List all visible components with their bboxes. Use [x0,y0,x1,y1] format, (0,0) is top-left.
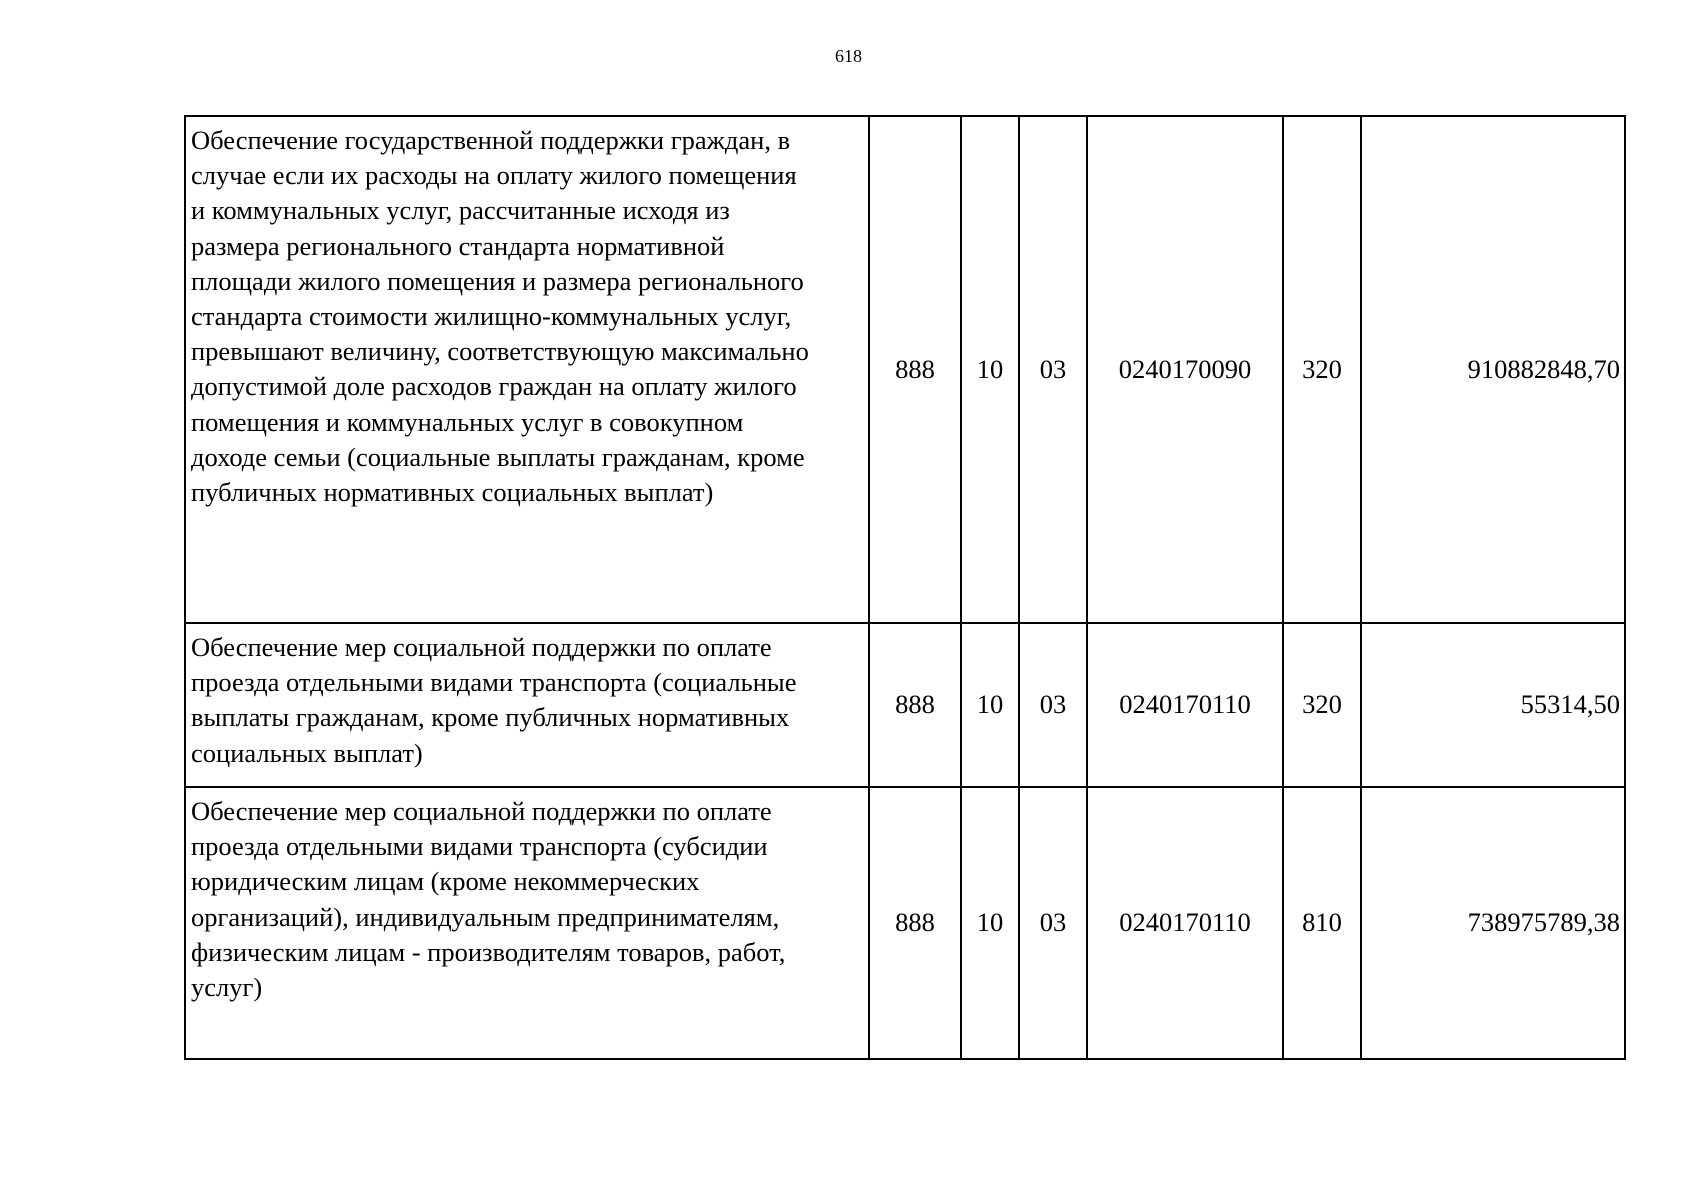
subsection-code: 03 [1019,623,1087,787]
page-number: 618 [835,46,862,66]
description-line: и коммунальных услуг, рассчитанные исходя из [191,195,730,226]
table-row [185,787,1625,1059]
expense-type-code: 810 [1283,787,1361,1059]
table-row [185,116,1625,623]
section-code: 10 [961,116,1019,623]
description-line: стандарта стоимости жилищно-коммунальных услуг, [191,301,792,332]
section-code: 10 [961,787,1019,1059]
description-line: превышают величину, соответствующую максимально [191,336,809,367]
target-article-code: 0240170110 [1087,787,1283,1059]
budget-table [184,115,1626,1060]
description-line: доходе семьи (социальные выплаты гражданам, кроме [191,441,805,472]
description-line: проезда отдельными видами транспорта (социальные [191,667,797,698]
ministry-code: 888 [869,787,961,1059]
target-article-code: 0240170110 [1087,623,1283,787]
amount: 910882848,70 [1361,116,1625,623]
description-line: организаций), индивидуальным предпринимателям, [191,901,780,932]
description-line: Обеспечение мер социальной поддержки по оплате [191,796,772,826]
description-line: услуг) [191,972,263,1003]
description-line: юридическим лицам (кроме некоммерческих [191,866,700,897]
description-line: Обеспечение мер социальной поддержки по оплате [191,632,772,662]
description-line: площади жилого помещения и размера регионального [191,265,804,296]
target-article-code: 0240170090 [1087,116,1283,623]
description-line: физическим лицам - производителям товаров, работ, [191,936,786,967]
expense-description [185,623,869,787]
description-line: социальных выплат) [191,737,423,768]
description-line: допустимой доле расходов граждан на оплату жилого [191,371,797,402]
description-line: публичных нормативных социальных выплат) [191,477,714,508]
subsection-code: 03 [1019,116,1087,623]
description-line: помещения и коммунальных услуг в совокупном [191,406,744,437]
ministry-code: 888 [869,623,961,787]
table-row [185,623,1625,787]
subsection-code: 03 [1019,787,1087,1059]
expense-description [185,116,869,623]
expense-type-code: 320 [1283,116,1361,623]
description-line: проезда отдельными видами транспорта (субсидии [191,831,768,862]
expense-description [185,787,869,1059]
description-line: случае если их расходы на оплату жилого помещения [191,160,797,191]
amount: 738975789,38 [1361,787,1625,1059]
section-code: 10 [961,623,1019,787]
amount: 55314,50 [1361,623,1625,787]
description-line: Обеспечение государственной поддержки граждан, в [191,125,791,155]
description-line: выплаты гражданам, кроме публичных нормативных [191,702,790,733]
description-line: размера регионального стандарта нормативной [191,230,725,261]
expense-type-code: 320 [1283,623,1361,787]
ministry-code: 888 [869,116,961,623]
